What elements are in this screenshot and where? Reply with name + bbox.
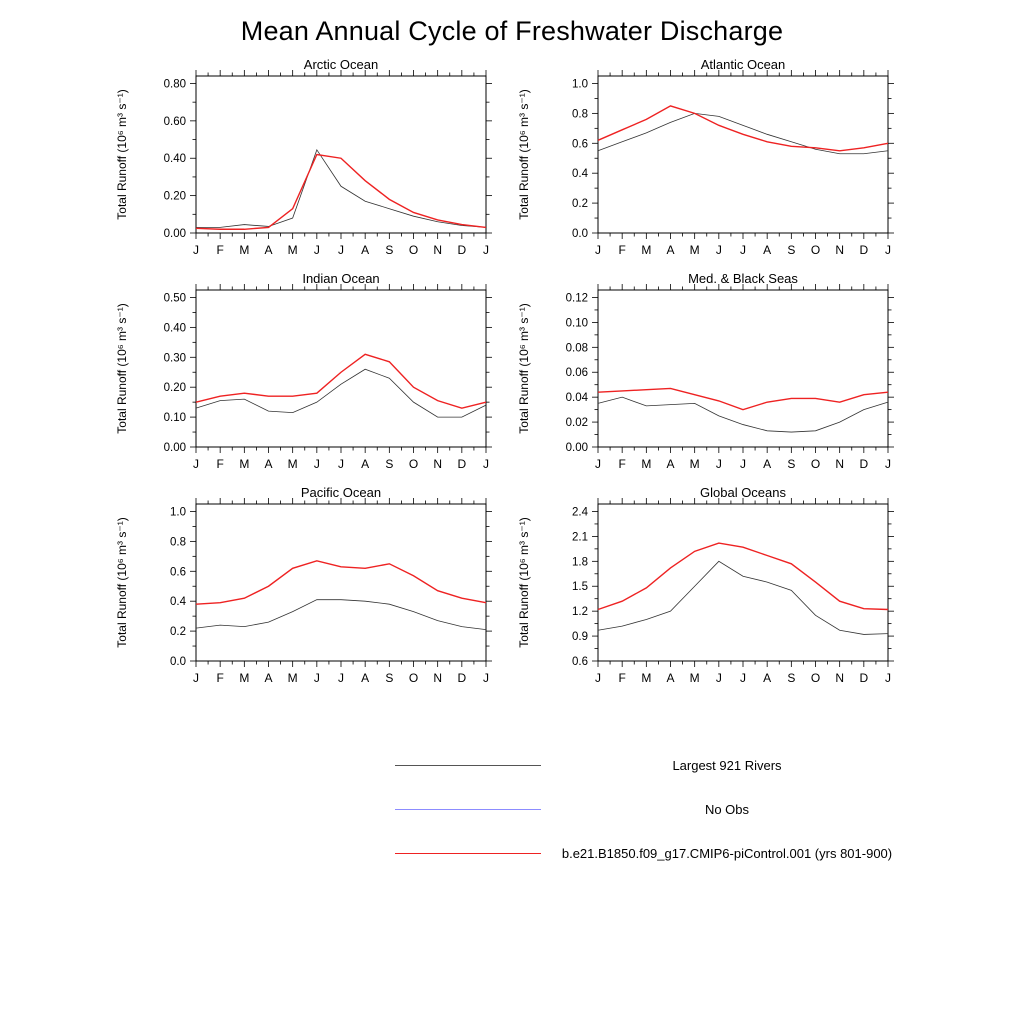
panel-chart [112,270,498,477]
y-tick-label: 0.30 [163,352,186,365]
y-tick-label: 1.0 [170,506,186,519]
series-line [196,600,486,630]
panel-chart [514,484,900,691]
y-tick-label: 0.02 [565,417,588,430]
y-tick-label: 0.9 [572,631,588,644]
series-line [598,106,888,151]
x-tick-label: M [689,671,700,685]
y-tick-label: 0.6 [170,566,186,579]
panels-grid [112,56,900,691]
y-tick-label: 0.10 [163,412,186,425]
x-tick-label: J [483,243,489,257]
y-axis-label: Total Runoff (10⁶ m³ s⁻¹) [115,517,129,648]
x-tick-label: O [408,671,419,685]
x-tick-label: J [715,457,722,471]
x-tick-label: F [216,457,224,471]
x-tick-label: M [239,671,250,685]
panel-chart [514,270,900,477]
x-tick-label: S [787,243,796,257]
y-tick-label: 0.08 [565,342,588,355]
y-tick-label: 0.40 [163,322,186,335]
x-tick-label: A [264,671,273,685]
panel-title: Atlantic Ocean [700,57,786,72]
series-line [598,561,888,634]
x-tick-label: A [666,671,675,685]
x-tick-label: M [641,457,652,471]
legend-line-model [395,853,541,854]
y-axis-label: Total Runoff (10⁶ m³ s⁻¹) [517,89,531,220]
y-tick-label: 0.00 [163,442,186,454]
y-tick-label: 0.8 [170,536,186,549]
x-tick-label: D [859,671,869,685]
legend-line-no-obs [395,809,541,810]
x-tick-label: N [835,457,845,471]
x-tick-label: D [457,671,467,685]
y-tick-label: 0.06 [565,367,588,380]
x-tick-label: M [689,243,700,257]
legend-label-rivers: Largest 921 Rivers [672,757,782,773]
x-tick-label: N [433,671,443,685]
series-line [196,150,486,228]
x-tick-label: F [216,671,224,685]
y-tick-label: 0.8 [572,108,588,121]
x-tick-label: J [595,457,601,471]
x-tick-label: J [338,243,344,257]
x-tick-label: D [859,243,869,257]
x-tick-label: J [313,457,320,471]
panel-title: Global Oceans [700,485,786,500]
x-tick-label: D [457,243,467,257]
y-tick-label: 0.0 [572,228,588,240]
x-tick-label: J [715,243,722,257]
y-tick-label: 2.1 [572,531,588,544]
x-tick-label: S [787,457,796,471]
panel-atlantic-ocean [514,56,900,263]
legend-label-model: b.e21.B1850.f09_g17.CMIP6-piControl.001 (yrs 801-900) [561,845,893,861]
x-tick-label: J [483,671,489,685]
x-tick-label: N [835,243,845,257]
x-tick-label: F [618,243,626,257]
y-tick-label: 0.50 [163,292,186,305]
y-axis-label: Total Runoff (10⁶ m³ s⁻¹) [115,89,129,220]
x-tick-label: J [885,671,891,685]
x-tick-label: A [264,457,273,471]
x-tick-label: F [618,671,626,685]
panel-title: Pacific Ocean [300,485,382,500]
panel-arctic-ocean [112,56,498,263]
y-tick-label: 0.12 [565,292,588,305]
x-tick-label: J [595,243,601,257]
y-tick-label: 0.80 [163,78,186,91]
x-tick-label: D [457,457,467,471]
x-tick-label: J [313,243,320,257]
y-tick-label: 1.0 [572,78,588,91]
x-tick-label: O [810,243,821,257]
y-tick-label: 0.6 [572,656,588,668]
x-tick-label: A [361,243,370,257]
y-tick-label: 1.8 [572,556,588,569]
y-tick-label: 0.00 [565,442,588,454]
x-tick-label: M [239,457,250,471]
x-tick-label: A [763,457,772,471]
x-tick-label: A [763,243,772,257]
x-tick-label: J [193,457,199,471]
series-line [196,155,486,230]
x-tick-label: J [740,243,746,257]
legend-line-rivers [395,765,541,766]
x-tick-label: M [689,457,700,471]
y-tick-label: 0.04 [565,392,588,405]
x-tick-label: O [810,457,821,471]
legend [395,743,913,875]
x-tick-label: M [287,243,298,257]
panel-title: Med. & Black Seas [688,271,798,286]
y-tick-label: 0.4 [572,168,588,181]
panel-chart [112,56,498,263]
x-tick-label: F [618,457,626,471]
legend-label-no-obs: No Obs [704,801,750,817]
x-tick-label: O [408,243,419,257]
x-tick-label: A [763,671,772,685]
x-tick-label: J [338,457,344,471]
x-tick-label: J [338,671,344,685]
y-tick-label: 0.2 [572,198,588,211]
x-tick-label: J [740,457,746,471]
x-tick-label: J [595,671,601,685]
panel-indian-ocean [112,270,498,477]
panel-chart [112,484,498,691]
legend-item-rivers [395,743,913,787]
y-tick-label: 0.40 [163,153,186,166]
x-tick-label: M [287,671,298,685]
panel-chart [514,56,900,263]
y-tick-label: 0.4 [170,596,186,609]
x-tick-label: M [239,243,250,257]
series-line [598,397,888,432]
x-tick-label: J [193,243,199,257]
series-line [196,561,486,604]
y-tick-label: 0.10 [565,317,588,330]
series-line [196,354,486,408]
x-tick-label: J [885,457,891,471]
x-tick-label: J [193,671,199,685]
x-tick-label: O [408,457,419,471]
y-tick-label: 0.2 [170,626,186,639]
y-tick-label: 0.60 [163,115,186,128]
x-tick-label: A [666,243,675,257]
x-tick-label: S [385,457,394,471]
x-tick-label: O [810,671,821,685]
x-tick-label: J [715,671,722,685]
x-tick-label: A [264,243,273,257]
x-tick-label: N [433,457,443,471]
panel-title: Arctic Ocean [303,57,379,72]
y-tick-label: 0.6 [572,138,588,151]
x-tick-label: N [433,243,443,257]
x-tick-label: A [361,457,370,471]
x-tick-label: J [885,243,891,257]
x-tick-label: M [287,457,298,471]
panel-med-black-seas [514,270,900,477]
panel-title: Indian Ocean [302,271,380,286]
x-tick-label: J [740,671,746,685]
legend-item-model [395,831,913,875]
y-tick-label: 0.0 [170,656,186,668]
x-tick-label: J [313,671,320,685]
x-tick-label: D [859,457,869,471]
y-tick-label: 0.20 [163,190,186,203]
x-tick-label: A [666,457,675,471]
series-line [598,113,888,153]
x-tick-label: M [641,671,652,685]
y-axis-label: Total Runoff (10⁶ m³ s⁻¹) [517,303,531,434]
legend-item-no-obs [395,787,913,831]
x-tick-label: S [385,243,394,257]
y-axis-label: Total Runoff (10⁶ m³ s⁻¹) [517,517,531,648]
y-tick-label: 2.4 [572,506,588,519]
panel-global-oceans [514,484,900,691]
y-axis-label: Total Runoff (10⁶ m³ s⁻¹) [115,303,129,434]
x-tick-label: F [216,243,224,257]
y-tick-label: 0.00 [163,228,186,240]
series-line [598,388,888,409]
y-tick-label: 1.5 [572,581,588,594]
x-tick-label: S [787,671,796,685]
y-tick-label: 1.2 [572,606,588,619]
y-tick-label: 0.20 [163,382,186,395]
page-title: Mean Annual Cycle of Freshwater Discharge [240,16,784,46]
x-tick-label: S [385,671,394,685]
x-tick-label: A [361,671,370,685]
x-tick-label: J [483,457,489,471]
panel-pacific-ocean [112,484,498,691]
x-tick-label: M [641,243,652,257]
x-tick-label: N [835,671,845,685]
